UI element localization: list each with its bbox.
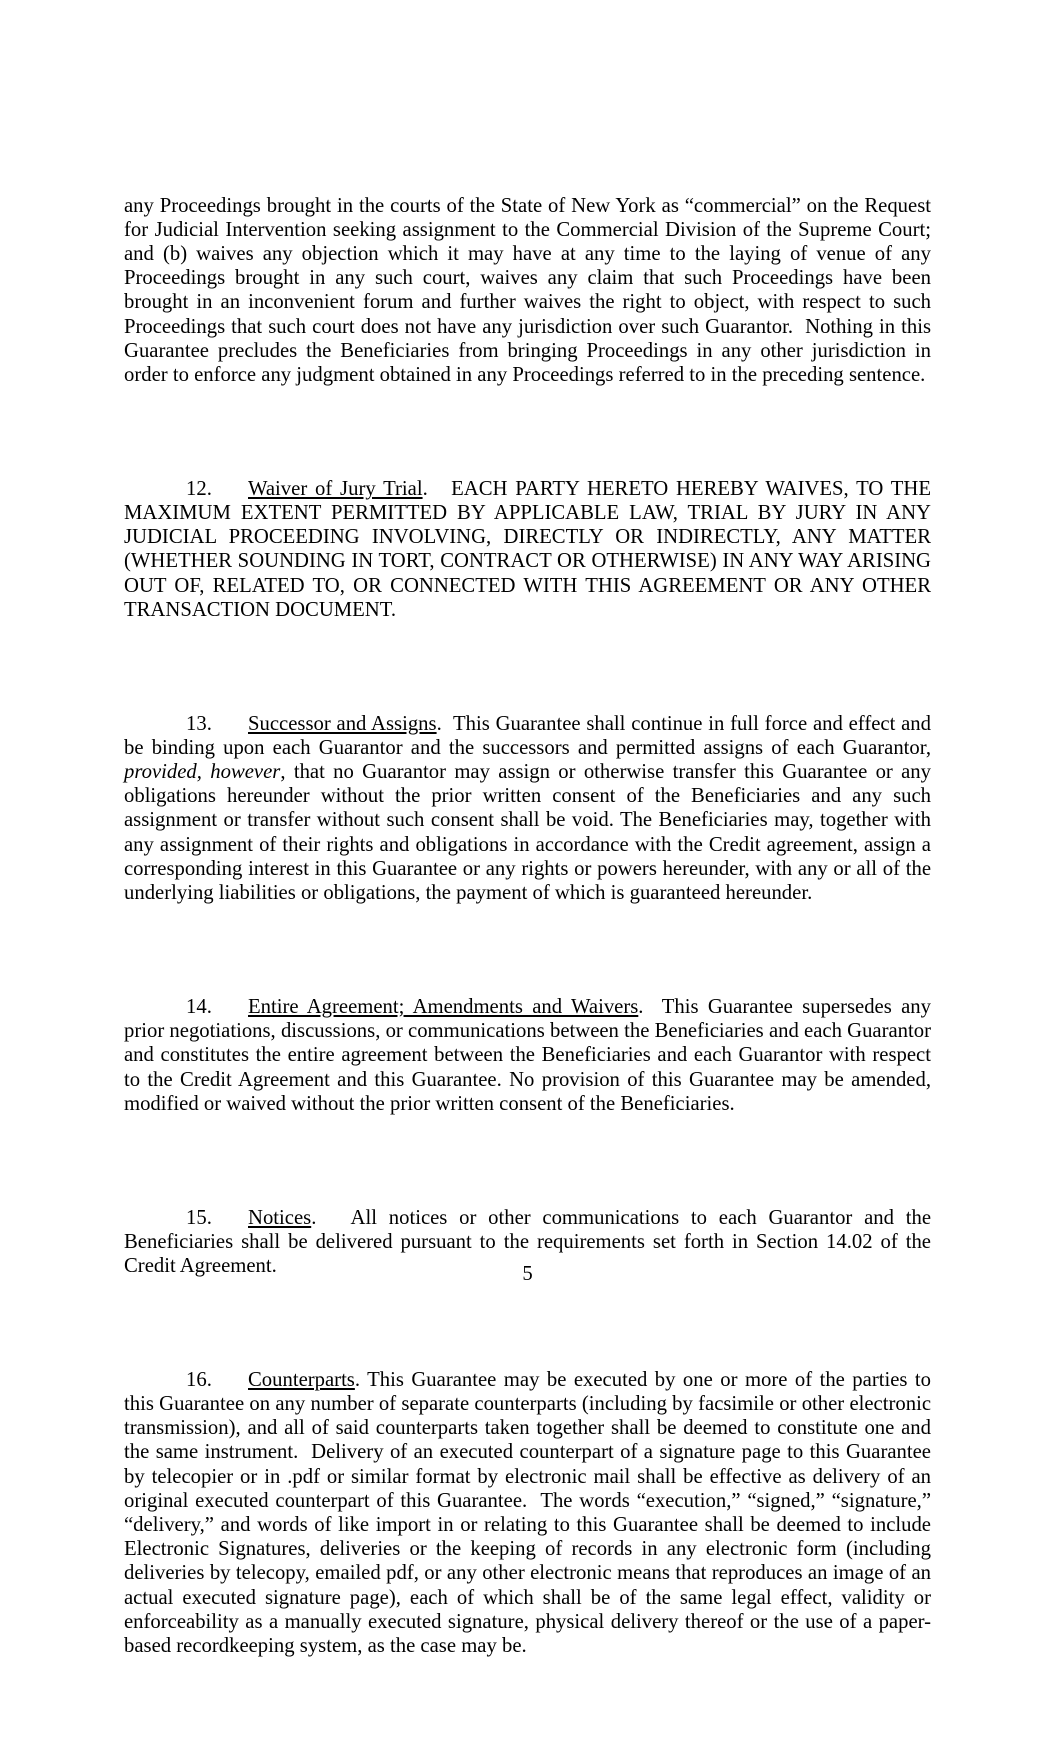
page-number: 5: [522, 1263, 533, 1285]
section-text: , that no Guarantor may assign or otherwise transfer this Guarantee or any obligations hereunder without the prior written consent of the Beneficiaries and any such assignment or transfer without such consent shall be void. The Beneficiaries may, together with any assignment of their rights and obligations in accordance with the Credit agreement, assign a corresponding interest in this Guarantee or any rights or powers hereunder, with any or all of the underlying liabilities or obligations, the payment of which is guaranteed hereunder.: [124, 761, 937, 905]
section-text: . All notices or other communications to each Guarantor and the Beneficiaries shall be delivered pursuant to the requirements set forth in Section 14.02 of the Credit Agreement.: [124, 1206, 937, 1277]
paragraph-continuation: [124, 194, 937, 388]
section-number: 12.: [186, 477, 212, 500]
section-text: . EACH PARTY HERETO HEREBY WAIVES, TO THE MAXIMUM EXTENT PERMITTED BY APPLICABLE LAW, TRIAL BY JURY IN ANY JUDICIAL PROCEEDING INVOLVING, DIRECTLY OR INDIRECTLY, ANY MATTER (WHETHER SOUNDING IN TORT, CONTRACT OR OTHERWISE) IN ANY WAY ARISING OUT OF, RELATED TO, OR CONNECTED WITH THIS AGREEMENT OR ANY OTHER TRANSACTION DOCUMENT.: [124, 477, 937, 621]
section-number: 15.: [186, 1206, 212, 1229]
section-heading: Successor and Assigns: [248, 712, 437, 735]
document-body: [124, 121, 937, 1748]
section-heading: Counterparts: [248, 1368, 355, 1391]
paragraph-text: any Proceedings brought in the courts of the State of New York as “commercial” on the Request for Judicial Intervention seeking assignment to the Commercial Division of the Supreme Court; and (b) waives any objection which it may have at any time to the laying of venue of any Proceedings brought in any such court, waives any claim that such Proceedings have been brought in an inconvenient forum and further waives the right to object, with respect to such Proceedings that such court does not have any jurisdiction over such Guarantor. Nothing in this Guarantee precludes the Beneficiaries from bringing Proceedings in any other jurisdiction in order to enforce any judgment obtained in any Proceedings referred to in the preceding sentence.: [124, 194, 937, 387]
section-text: . This Guarantee supersedes any prior negotiations, discussions, or communications between the Beneficiaries and each Guarantor and constitutes the entire agreement between the Beneficiaries and each Guarantor with respect to the Credit Agreement and this Guarantee. No provision of this Guarantee may be amended, modified or waived without the prior written consent of the Beneficiaries.: [124, 995, 937, 1115]
section-text: . This Guarantee shall continue in full force and effect and be binding upon each Guarantor and the successors and permitted assigns of each Guarantor,: [124, 712, 937, 759]
section-number: 16.: [186, 1368, 212, 1391]
section-number: 14.: [186, 995, 212, 1018]
section-text: . This Guarantee may be executed by one or more of the parties to this Guarantee on any number of separate counterparts (including by facsimile or other electronic transmission), and all of said counterparts taken together shall be deemed to constitute one and the same instrument. Delivery of an executed counterpart of a signature page to this Guarantee by telecopier or in .pdf or similar format by electronic mail shall be effective as delivery of an original executed counterpart of this Guarantee. The words “execution,” “signed,” “signature,” “delivery,” and words of like import in or relating to this Guarantee shall be deemed to include Electronic Signatures, deliveries or the keeping of records in any electronic form (including deliveries by telecopy, emailed pdf, or any other electronic means that reproduces an image of an actual executed signature page), each of which shall be of the same legal effect, validity or enforceability as a manually executed signature, physical delivery thereof or the use of a paper-based recordkeeping system, as the case may be.: [124, 1368, 937, 1657]
section-number: 13.: [186, 712, 212, 735]
section-heading: Waiver of Jury Trial: [248, 477, 423, 500]
section-14-entire-agreement: [124, 995, 937, 1116]
section-16-counterparts: [124, 1368, 937, 1658]
section-12-waiver-of-jury-trial: [124, 477, 937, 622]
italic-phrase: provided, however: [124, 761, 281, 784]
section-heading: Entire Agreement; Amendments and Waivers: [248, 995, 639, 1018]
section-heading: Notices: [248, 1206, 312, 1229]
section-13-successor-and-assigns: [124, 712, 937, 906]
